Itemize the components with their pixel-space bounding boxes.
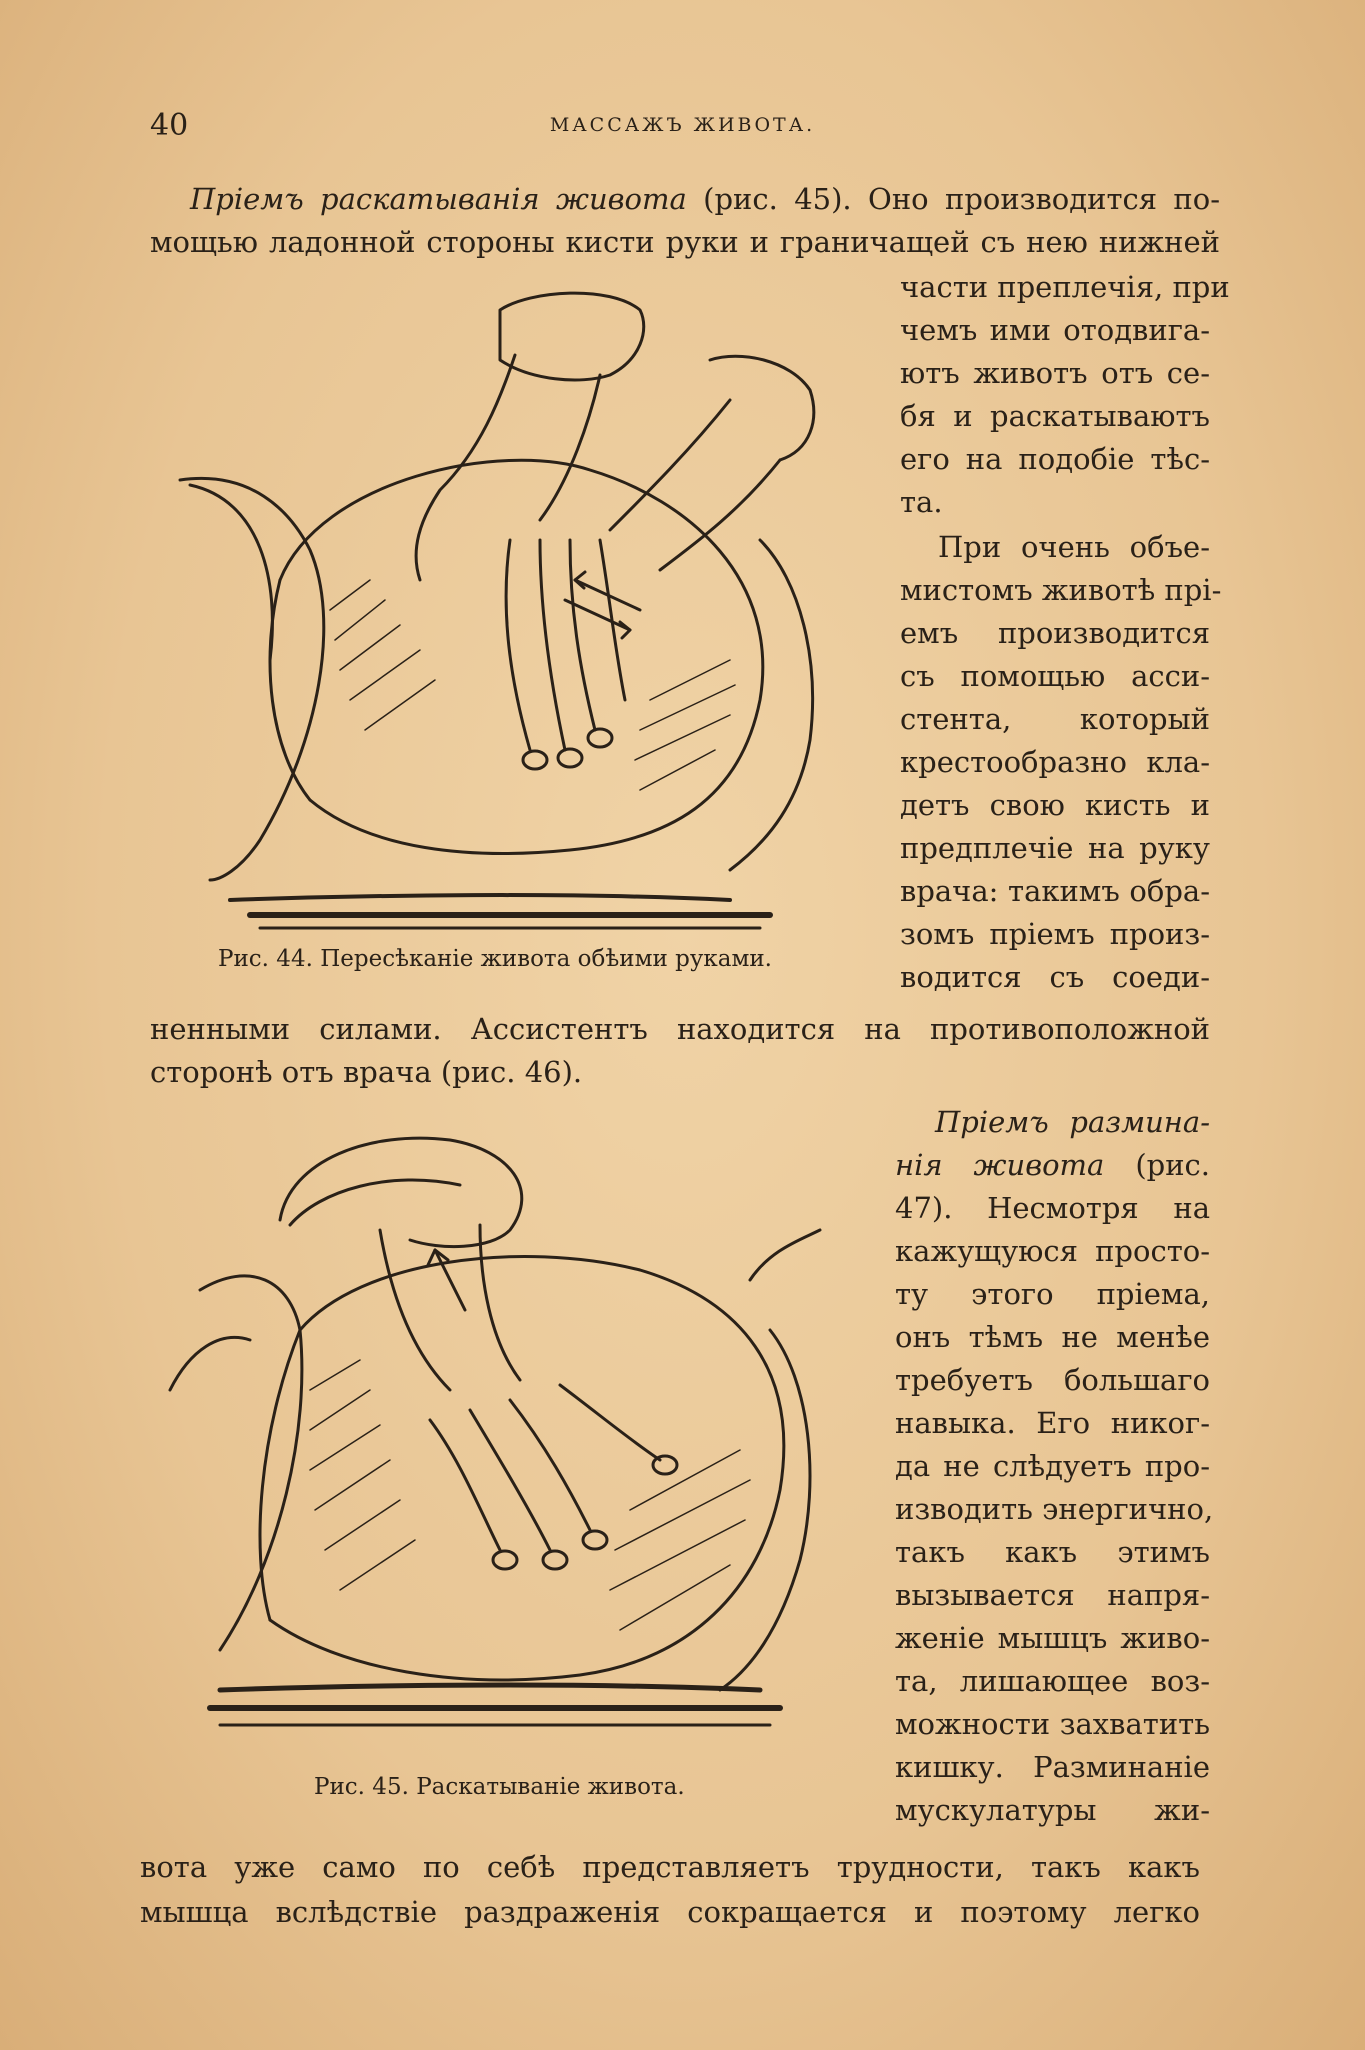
text-line: кишку. Разминаніе: [895, 1750, 1210, 1784]
text-line: ненными силами. Ассистентъ находится на противоположной: [150, 1012, 1210, 1046]
text-line: мышца вслѣдствіе раздраженія сокращается и поэтому легко: [140, 1895, 1200, 1929]
text-line: такъ какъ этимъ: [895, 1535, 1210, 1569]
figure-45-caption: Рис. 45. Раскатываніе живота.: [314, 1774, 685, 1800]
text-line: женіе мышцъ живо-: [895, 1621, 1210, 1655]
text-line: При очень объе-: [938, 530, 1210, 564]
text-line: его на подобіе тѣс-: [900, 442, 1210, 476]
text-line: предплечіе на руку: [900, 831, 1210, 865]
text-line: врача: такимъ обра-: [900, 874, 1210, 908]
text-line: Пріемъ размина-: [935, 1105, 1210, 1139]
figure-44-caption: Рис. 44. Пересѣканіе живота обѣими руками.: [218, 946, 772, 972]
text-line: да не слѣдуетъ про-: [895, 1449, 1210, 1483]
text-line: навыка. Его никог-: [895, 1406, 1210, 1440]
text-line: емъ производится: [900, 616, 1210, 650]
text-line: чемъ ими отодвига-: [900, 313, 1210, 347]
text-line: части преплечія, при: [900, 270, 1230, 304]
text-line: вызывается напря-: [895, 1578, 1210, 1612]
text-line: 47). Несмотря на: [895, 1191, 1210, 1225]
text-line: крестообразно кла-: [900, 745, 1210, 779]
figure-45-illustration: [160, 1130, 860, 1760]
text-line: детъ свою кисть и: [900, 788, 1210, 822]
text-line: требуетъ большаго: [895, 1363, 1210, 1397]
figure-44-illustration: [170, 280, 860, 940]
page-number: 40: [150, 108, 189, 143]
text-line: изводить энергично,: [895, 1492, 1214, 1526]
text-line: ту этого пріема,: [895, 1277, 1210, 1311]
text-line: онъ тѣмъ не менѣе: [895, 1320, 1210, 1354]
text-line: бя и раскатываютъ: [900, 399, 1210, 433]
text-line: нія живота (рис.: [895, 1148, 1210, 1182]
text-line: мускулатуры жи-: [895, 1793, 1210, 1827]
text-line: вота уже само по себѣ представляетъ трудности, такъ какъ: [140, 1850, 1200, 1884]
text-line: мощью ладонной стороны кисти руки и граничащей съ нею нижней: [150, 225, 1220, 259]
text-line: зомъ пріемъ произ-: [900, 917, 1210, 951]
text-line: сторонѣ отъ врача (рис. 46).: [150, 1055, 583, 1089]
text-line: можности захватить: [895, 1707, 1210, 1741]
text-line: Пріемъ раскатыванія живота (рис. 45). Оно производится по-: [190, 182, 1221, 216]
text-line: ютъ животъ отъ се-: [900, 356, 1210, 390]
text-line: мистомъ животѣ прі-: [900, 573, 1222, 607]
text-line: водится съ соеди-: [900, 960, 1210, 994]
text-line: та.: [900, 485, 943, 519]
text-line: та, лишающее воз-: [895, 1664, 1210, 1698]
text-line: съ помощью асси-: [900, 659, 1210, 693]
text-line: стента, который: [900, 702, 1210, 736]
text-line: кажущуюся просто-: [895, 1234, 1210, 1268]
running-title: МАССАЖЪ ЖИВОТА.: [549, 114, 816, 136]
